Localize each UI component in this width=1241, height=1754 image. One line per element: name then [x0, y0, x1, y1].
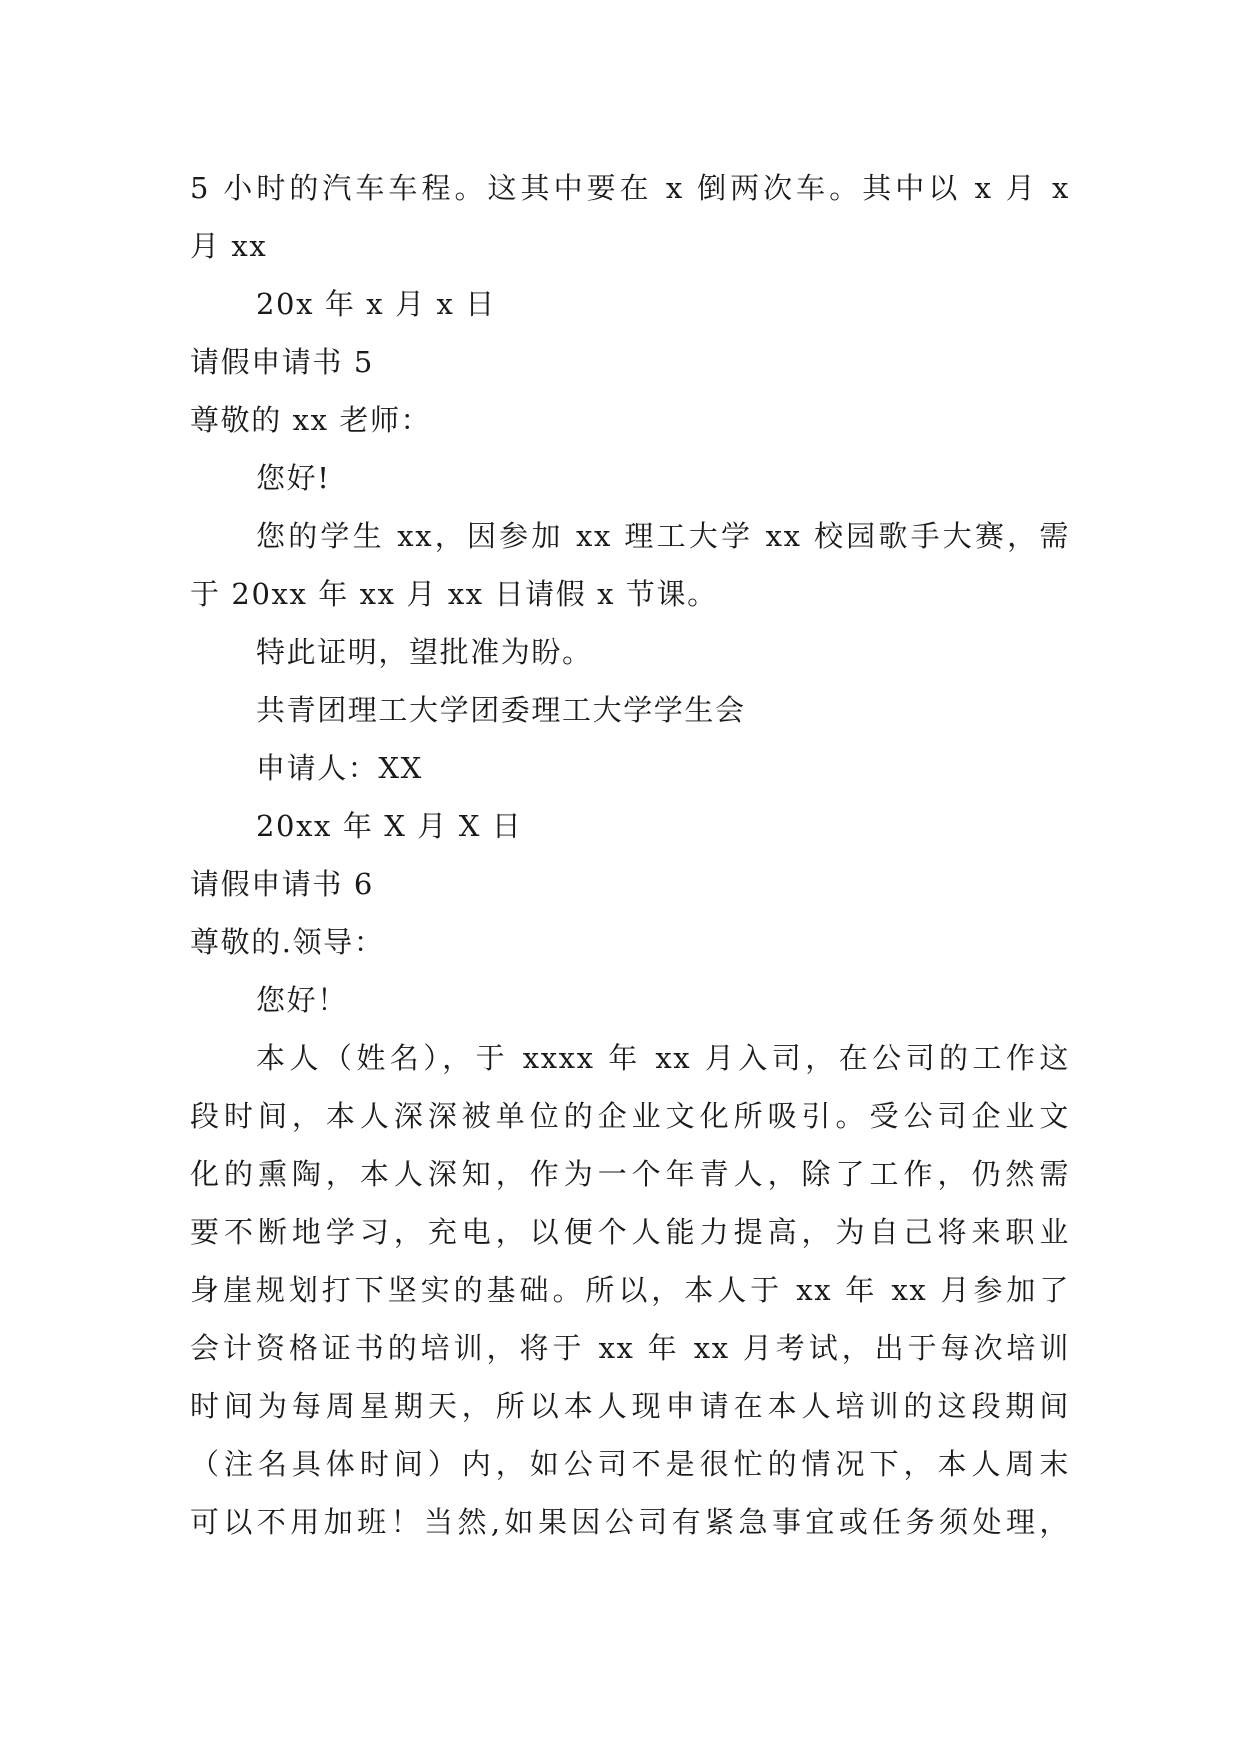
salutation-line-1: 尊敬的 xx 老师：	[190, 403, 432, 437]
text-line-2: 月 xx	[190, 229, 268, 263]
applicant-line: 申请人：XX	[256, 751, 423, 785]
section-title-6: 请假申请书 6	[190, 867, 374, 901]
organization-line: 共青团理工大学团委理工大学学生会	[256, 693, 746, 727]
body-line-4: 本人（姓名），于 xxxx 年 xx 月入司，在公司的工作这	[256, 1041, 1070, 1075]
body-line-10: 时间为每周星期天，所以本人现申请在本人培训的这段期间	[190, 1389, 1070, 1423]
body-line-9: 会计资格证书的培训，将于 xx 年 xx 月考试，出于每次培训	[190, 1331, 1070, 1365]
greeting-line-2: 您好！	[256, 983, 348, 1017]
body-line-7: 要不断地学习，充电，以便个人能力提高，为自己将来职业	[190, 1215, 1070, 1249]
body-line-11: （注名具体时间）内，如公司不是很忙的情况下，本人周末	[190, 1447, 1070, 1481]
section-title-5: 请假申请书 5	[190, 345, 374, 379]
body-line-2: 于 20xx 年 xx 月 xx 日请假 x 节课。	[190, 577, 718, 611]
body-line-5: 段时间，本人深深被单位的企业文化所吸引。受公司企业文	[190, 1099, 1070, 1133]
body-line-8: 身崖规划打下坚实的基础。所以，本人于 xx 年 xx 月参加了	[190, 1273, 1070, 1307]
body-line-6: 化的熏陶，本人深知，作为一个年青人，除了工作，仍然需	[190, 1157, 1070, 1191]
date-line-1: 20x 年 x 月 x 日	[256, 287, 496, 321]
date-line-2: 20xx 年 X 月 X 日	[256, 809, 523, 843]
body-line-3: 特此证明，望批准为盼。	[256, 635, 593, 669]
greeting-line-1: 您好!	[256, 461, 331, 495]
body-line-12: 可以不用加班！当然,如果因公司有紧急事宜或任务须处理，	[190, 1505, 1070, 1539]
text-line-1: 5 小时的汽车车程。这其中要在 x 倒两次车。其中以 x 月 x	[190, 171, 1070, 205]
salutation-line-2: 尊敬的.领导：	[190, 925, 385, 959]
body-line-1: 您的学生 xx，因参加 xx 理工大学 xx 校园歌手大赛，需	[256, 519, 1070, 553]
